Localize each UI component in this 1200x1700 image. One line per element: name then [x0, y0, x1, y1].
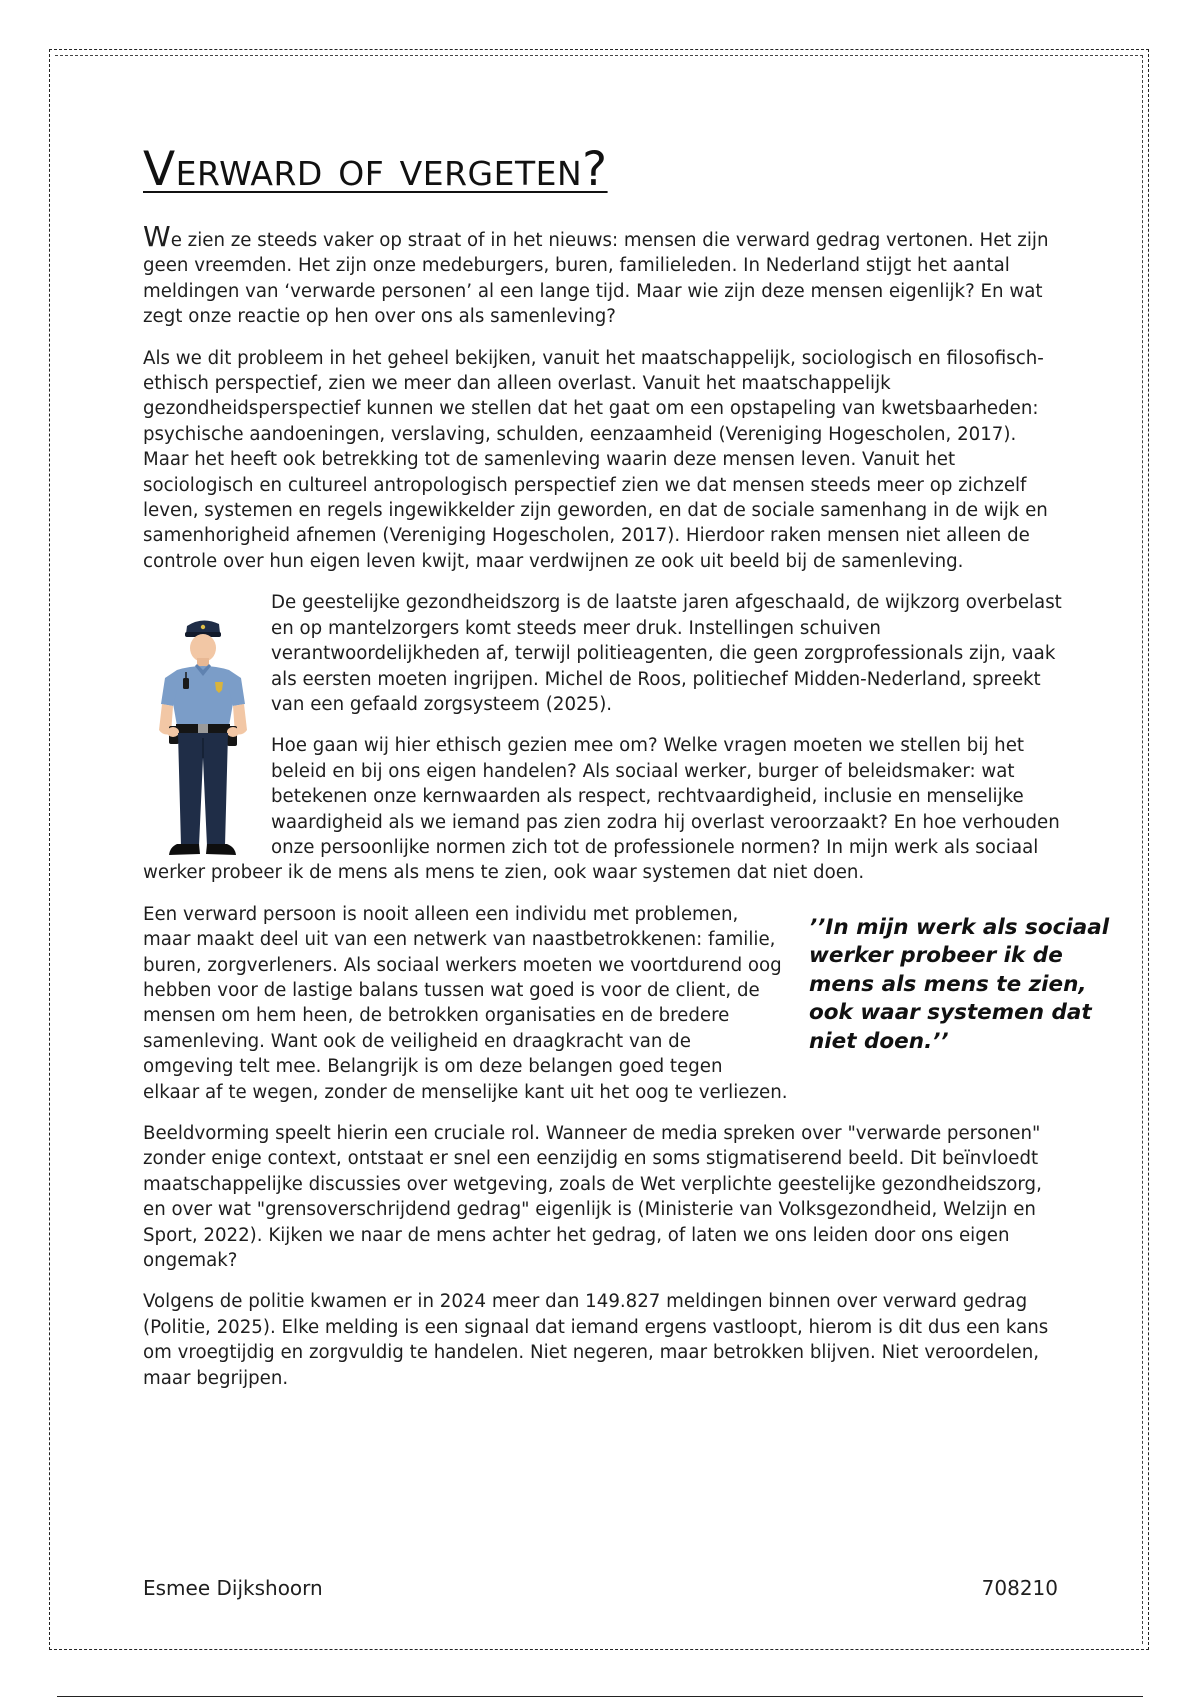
author-name: Esmee Dijkshoorn [143, 1576, 323, 1600]
paragraph-network-text: Een verward persoon is nooit alleen een individu met problemen, maar maakt deel uit van een netwerk van naastbetrokkenen: familie, buren, zorgverleners. Als sociaal werkers moeten we voortdurend oog hebben voor de lastige balans tussen wat goed is voor de client, de mensen om hem heen, de betrokken organisaties en de bredere samenleving. Want ook de veiligheid en draagkracht van de omgeving telt mee. Belangrijk is om deze belangen goed tegen elkaar af te wegen, zonder de menselijke kant uit het oog te verliezen. [143, 903, 788, 1103]
intro-first-letter: W [143, 220, 171, 253]
student-number: 708210 [981, 1576, 1058, 1600]
police-officer-illustration-icon [143, 608, 261, 868]
page-bottom-rule [57, 1696, 1143, 1697]
paragraph-perspectives: Als we dit probleem in het geheel bekijken, vanuit het maatschappelijk, sociologisch en filosofisch-ethisch perspectief, zien we meer dan alleen overlast. Vanuit het maatschappelijk gezondheidsperspectief kunnen we stellen dat het gaat om een opstapeling van kwetsbaarheden: psychische aandoeningen, verslaving, schulden, eenzaamheid (Vereniging Hogescholen, 2017). Maar het heeft ook betrekking tot de samenleving waarin deze mensen leven. Vanuit het sociologisch en cultureel antropologisch perspectief zien we dat mensen steeds meer op zichzelf leven, systemen en regels ingewikkelder zijn geworden, en dat de sociale samenhang in de wijk en samenhorigheid afnemen (Vereniging Hogescholen, 2017). Hierdoor raken mensen niet alleen de controle over hun eigen leven kwijt, maar verdwijnen ze ook uit beeld bij de samenleving. [143, 347, 1048, 572]
intro-paragraph [143, 220, 1063, 330]
paragraph-imagery: Beeldvorming speelt hierin een cruciale rol. Wanneer de media spreken over "verwarde personen" zonder enige context, ontstaat er snel een eenzijdig en soms stigmatiserend beeld. Dit beïnvloedt maatschappelijke discussies over wetgeving, zoals de Wet verplichte geestelijke gezondheidszorg, en over wat "grensoverschrijdend gedrag" eigenlijk is (Ministerie van Volksgezondheid, Welzijn en Sport, 2022). Kijken we naar de mens achter het gedrag, of laten we ons leiden door ons eigen ongemak? [143, 1123, 1042, 1272]
pull-quote: ’’In mijn werk als sociaal werker probeer ik de mens als mens te zien, ook waar systemen dat niet doen.’’ [803, 914, 1133, 1063]
article-body [143, 220, 1110, 1407]
paragraph-network [143, 902, 1110, 1105]
article-title: Verward of vergeten? [143, 142, 608, 197]
paragraph-mental-health-care: De geestelijke gezondheidszorg is de laatste jaren afgeschaald, de wijkzorg overbelast en op mantelzorgers komt steeds meer druk. Instellingen schuiven verantwoordelijkheden af, terwijl politieagenten, die geen zorgprofessionals zijn, vaak als eersten moeten ingrijpen. Michel de Roos, politiechef Midden-Nederland, spreekt van een gefaald zorgsysteem (2025). [271, 592, 1062, 715]
paragraph-police-reports: Volgens de politie kwamen er in 2024 meer dan 149.827 meldingen binnen over verward gedrag (Politie, 2025). Elke melding is een signaal dat iemand ergens vastloopt, hierom is dit dus een kans om vroegtijdig en zorgvuldig te handelen. Niet negeren, maar betrokken blijven. Niet veroordelen, maar begrijpen. [143, 1291, 1049, 1389]
intro-text: e zien ze steeds vaker op straat of in het nieuws: mensen die verward gedrag vertonen. Het zijn geen vreemden. Het zijn onze medeburgers, buren, familieleden. In Nederland stijgt het aantal meldingen van ‘verwarde personen’ al een lange tijd. Maar wie zijn deze mensen eigenlijk? En wat zegt onze reactie op hen over ons als samenleving? [143, 230, 1049, 328]
paragraph-ethics: Hoe gaan wij hier ethisch gezien mee om? Welke vragen moeten we stellen bij het beleid en bij ons eigen handelen? Als sociaal werker, burger of beleidsmaker: wat betekenen onze kernwaarden als respect, rechtvaardigheid, inclusie en menselijke waardigheid als we iemand pas zien zodra hij overlast veroorzaakt? En hoe verhouden onze persoonlijke normen zich tot de professionele normen? In mijn werk als sociaal werker probeer ik de mens als mens te zien, ook waar systemen dat niet doen. [143, 735, 1060, 884]
